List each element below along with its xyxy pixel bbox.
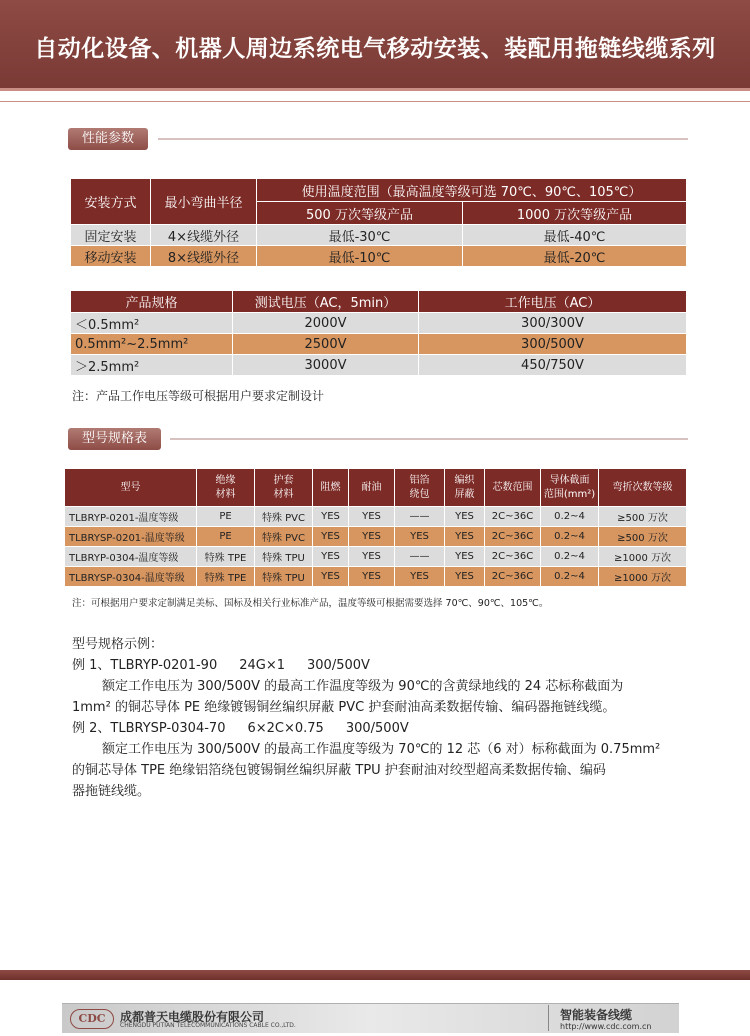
table-row	[71, 225, 687, 246]
table-row	[65, 547, 687, 567]
cell-test: 3000V	[233, 355, 419, 376]
example-2-desc: 器拖链线缆。	[72, 784, 151, 799]
cell-t1000: 最低-20℃	[463, 246, 687, 267]
header-line: 屏蔽	[454, 488, 475, 500]
cell-t1000: 最低-40℃	[463, 225, 687, 246]
col-temp-range: 使用温度范围（最高温度等级可选 70℃、90℃、105℃）	[257, 179, 687, 202]
cell-flame: YES	[313, 567, 349, 587]
cell-model: TLBRYP-0201-温度等级	[65, 507, 197, 527]
col-insulation	[197, 469, 255, 507]
col-test-voltage: 测试电压（AC，5min）	[233, 291, 419, 313]
col-1000: 1000 万次等级产品	[463, 202, 687, 225]
cell-t500: 最低-10℃	[257, 246, 463, 267]
examples-block	[72, 634, 702, 802]
table-row	[71, 246, 687, 267]
example-1-spec: 24G×1	[239, 658, 285, 673]
cell-work: 450/750V	[419, 355, 687, 376]
cell-foil: ——	[395, 547, 445, 567]
footer-divider-band	[0, 970, 750, 980]
header-line: 编织	[454, 474, 475, 486]
cell-cycles: ≥500 万次	[599, 527, 687, 547]
cell-sheath: 特殊 PVC	[255, 527, 313, 547]
cell-oil: YES	[349, 507, 395, 527]
col-radius: 最小弯曲半径	[151, 179, 257, 225]
header-line: 绕包	[409, 488, 430, 500]
table-row	[71, 313, 687, 334]
cell-sheath: 特殊 TPU	[255, 547, 313, 567]
performance-table	[70, 178, 687, 267]
cell-radius: 8×线缆外径	[151, 246, 257, 267]
cell-oil: YES	[349, 547, 395, 567]
cell-foil: YES	[395, 567, 445, 587]
cell-braid: YES	[445, 567, 485, 587]
cell-model: TLBRYSP-0201-温度等级	[65, 527, 197, 547]
model-table-note: 注：可根据用户要求定制满足美标、国标及相关行业标准产品，温度等级可根据需要选择 70℃、90℃、105℃。	[72, 598, 549, 609]
header-line: 范围(mm²)	[543, 488, 596, 500]
cell-oil: YES	[349, 527, 395, 547]
cell-insulation: 特殊 TPE	[197, 547, 255, 567]
cell-insulation: PE	[197, 527, 255, 547]
cell-section: 0.2~4	[541, 567, 599, 587]
col-sheath	[255, 469, 313, 507]
examples-heading: 型号规格示例：	[72, 637, 164, 652]
cell-foil: ——	[395, 507, 445, 527]
cell-cycles: ≥500 万次	[599, 507, 687, 527]
footer-tagline: 智能装备线缆	[560, 1008, 633, 1022]
voltage-note: 注：产品工作电压等级可根据用户要求定制设计	[72, 389, 325, 403]
table-row	[71, 334, 687, 355]
col-braid	[445, 469, 485, 507]
example-2-line	[72, 718, 702, 739]
cell-spec: ＞2.5mm²	[71, 355, 233, 376]
cell-test: 2500V	[233, 334, 419, 355]
company-name-en: CHENGDU PUTIAN TELECOMMUNICATIONS CABLE CO.,LTD.	[120, 1022, 296, 1029]
cell-cores: 2C~36C	[485, 547, 541, 567]
table-row	[71, 355, 687, 376]
col-500: 500 万次等级产品	[257, 202, 463, 225]
cell-insulation: 特殊 TPE	[197, 567, 255, 587]
cell-section: 0.2~4	[541, 547, 599, 567]
cell-work: 300/300V	[419, 313, 687, 334]
cell-model: TLBRYSP-0304-温度等级	[65, 567, 197, 587]
example-2-voltage: 300/500V	[345, 721, 409, 736]
example-1-voltage: 300/500V	[307, 658, 370, 673]
page-title: 自动化设备、机器人周边系统电气移动安装、装配用拖链线缆系列	[34, 36, 716, 62]
table-row	[65, 567, 687, 587]
cell-radius: 4×线缆外径	[151, 225, 257, 246]
example-2-spec: 6×2C×0.75	[247, 721, 324, 736]
col-cores: 芯数范围	[485, 469, 541, 507]
col-spec: 产品规格	[71, 291, 233, 313]
cell-spec: 0.5mm²~2.5mm²	[71, 334, 233, 355]
model-spec-table	[64, 468, 687, 587]
cell-oil: YES	[349, 567, 395, 587]
cell-install: 移动安装	[71, 246, 151, 267]
example-2-desc: 额定工作电压为 300/500V 的最高工作温度等级为 70℃的 12 芯（6 对）标称截面为 0.75mm²	[102, 742, 661, 757]
section-label-performance: 性能参数	[68, 128, 148, 150]
section-label-models: 型号规格表	[68, 428, 161, 450]
cell-test: 2000V	[233, 313, 419, 334]
cell-cores: 2C~36C	[485, 507, 541, 527]
col-foil	[395, 469, 445, 507]
table-row	[65, 527, 687, 547]
section-rule	[158, 138, 688, 140]
header-line: 导体截面	[549, 474, 590, 486]
table-row	[65, 507, 687, 527]
header-line: 铝箔	[409, 474, 430, 486]
col-section	[541, 469, 599, 507]
cell-cores: 2C~36C	[485, 527, 541, 547]
col-work-voltage: 工作电压（AC）	[419, 291, 687, 313]
footer-separator	[548, 1005, 549, 1031]
header-line: 材料	[273, 488, 294, 500]
voltage-table	[70, 290, 687, 376]
cell-flame: YES	[313, 527, 349, 547]
cell-install: 固定安装	[71, 225, 151, 246]
cell-braid: YES	[445, 507, 485, 527]
example-2-desc: 的铜芯导体 TPE 绝缘铝箔绕包镀锡铜丝编织屏蔽 TPU 护套耐油对绞型超高柔数据传输、编码	[72, 763, 606, 778]
cell-braid: YES	[445, 547, 485, 567]
cell-flame: YES	[313, 547, 349, 567]
footer-url[interactable]: http://www.cdc.com.cn	[560, 1022, 652, 1031]
col-flame: 阻燃	[313, 469, 349, 507]
col-cycles: 弯折次数等级	[599, 469, 687, 507]
example-1-desc: 额定工作电压为 300/500V 的最高工作温度等级为 90℃的含黄绿地线的 24 芯标称截面为	[102, 679, 624, 694]
col-oil: 耐油	[349, 469, 395, 507]
header-line: 护套	[273, 474, 294, 486]
header-divider	[0, 88, 750, 102]
cell-spec: ＜0.5mm²	[71, 313, 233, 334]
cell-foil: YES	[395, 527, 445, 547]
cell-work: 300/500V	[419, 334, 687, 355]
section-rule	[170, 438, 688, 440]
col-model: 型号	[65, 469, 197, 507]
header-line: 材料	[215, 488, 236, 500]
cell-t500: 最低-30℃	[257, 225, 463, 246]
cell-insulation: PE	[197, 507, 255, 527]
cell-section: 0.2~4	[541, 527, 599, 547]
cell-model: TLBRYP-0304-温度等级	[65, 547, 197, 567]
cell-section: 0.2~4	[541, 507, 599, 527]
cell-braid: YES	[445, 527, 485, 547]
cell-cycles: ≥1000 万次	[599, 567, 687, 587]
header-line: 绝缘	[215, 474, 236, 486]
cell-sheath: 特殊 TPU	[255, 567, 313, 587]
cell-cores: 2C~36C	[485, 567, 541, 587]
col-install: 安装方式	[71, 179, 151, 225]
example-1-desc: 1mm² 的铜芯导体 PE 绝缘镀锡铜丝编织屏蔽 PVC 护套耐油高柔数据传输、编码器拖链线缆。	[72, 700, 616, 715]
cell-flame: YES	[313, 507, 349, 527]
cell-cycles: ≥1000 万次	[599, 547, 687, 567]
example-1-line	[72, 655, 702, 676]
company-name: 成都普天电缆股份有限公司	[120, 1010, 265, 1024]
cell-sheath: 特殊 PVC	[255, 507, 313, 527]
example-2-prefix: 例 2、TLBRYSP-0304-70	[72, 721, 226, 736]
company-logo: CDC	[70, 1009, 114, 1029]
example-1-prefix: 例 1、TLBRYP-0201-90	[72, 658, 218, 673]
